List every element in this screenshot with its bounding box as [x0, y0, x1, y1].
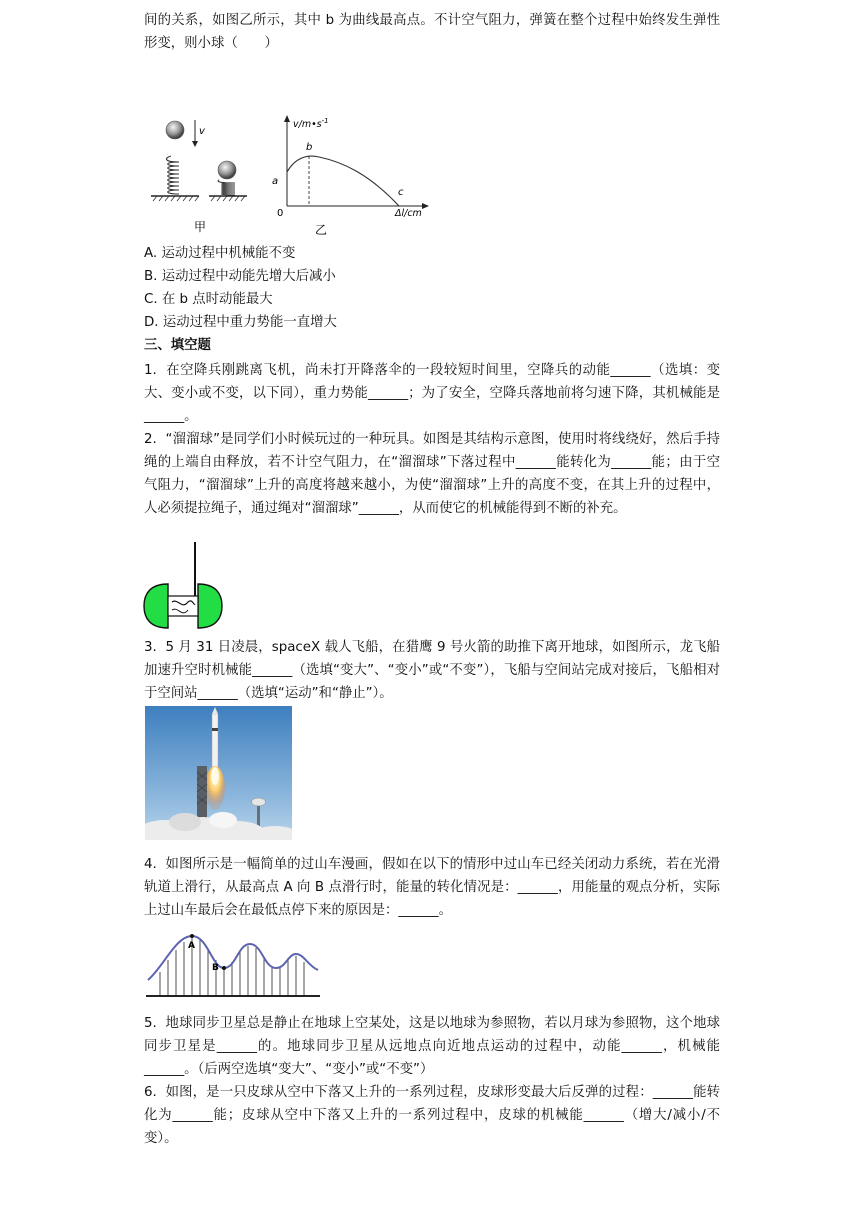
- question-4: 4. 如图所示是一幅简单的过山车漫画，假如在以下的情形中过山车已经关闭动力系统，若在光滑轨道上滑行，从最高点 A 向 B 点滑行时，能量的转化情况是：______，用能量的观点分析，实际上过山车最后会在最低点停下来的原因是：______。: [144, 857, 720, 918]
- option-c: C. 在 b 点时动能最大: [144, 292, 273, 307]
- ball-on-spring: [218, 161, 236, 179]
- point-b-label: B: [212, 963, 219, 973]
- point-b-label: b: [306, 142, 313, 153]
- question-3: 3. 5 月 31 日凌晨，spaceX 载人飞船，在猎鹰 9 号火箭的助推下离开地球，如图所示，龙飞船加速升空时机械能______（选填“变大”、“变小”或“不变”），飞船与空间站完成对接后，飞船相对于空间站______（选填“运动”和“静止”）。: [144, 640, 720, 701]
- point-a-marker: [190, 934, 194, 938]
- label-yi: 乙: [315, 223, 328, 237]
- option-a: A. 运动过程中机械能不变: [144, 246, 296, 261]
- rocket-body: [212, 714, 218, 768]
- option-d: D. 运动过程中重力势能一直增大: [144, 315, 337, 330]
- yoyo-right-disc: [198, 584, 222, 628]
- section-title: 三、填空题: [144, 338, 211, 353]
- coaster-track: [148, 936, 318, 980]
- point-a-label: a: [272, 176, 279, 187]
- point-a-label: A: [188, 941, 195, 951]
- figure-roller-coaster: [146, 926, 320, 1000]
- spring-compressed: [218, 180, 235, 195]
- coaster-supports: [160, 938, 304, 996]
- point-c-label: c: [398, 187, 404, 198]
- question-5: 5. 地球同步卫星总是静止在地球上空某处，这是以地球为参照物，若以月球为参照物，这个地球同步卫星是______的。地球同步卫星从远地点向近地点运动的过程中，动能______，机械能______。（后两空选填“变大”、“变小”或“不变”）: [144, 1016, 720, 1077]
- figure-yoyo: [142, 540, 224, 632]
- water-tower: [252, 798, 266, 806]
- launch-tower: [197, 766, 207, 826]
- v-dl-graph: [272, 115, 429, 237]
- figure-rocket-photo: [145, 706, 292, 840]
- question-intro-text: 间的关系，如图乙所示，其中 b 为曲线最高点。不计空气阻力，弹簧在整个过程中始终发生弹性形变，则小球（ ）: [144, 13, 720, 51]
- spring-uncompressed: [166, 156, 179, 194]
- point-b-marker: [222, 966, 226, 970]
- option-b: B. 运动过程中动能先增大后减小: [144, 269, 336, 284]
- x-axis-label: Δl/cm: [395, 208, 422, 219]
- falling-ball: [166, 121, 184, 139]
- label-jia: 甲: [194, 220, 207, 234]
- figure-spring-graph: [143, 114, 443, 239]
- question-2: 2. “溜溜球”是同学们小时候玩过的一种玩具。如图是其结构示意图，使用时将线绕好，然后手持绳的上端自由释放，若不计空气阻力，在“溜溜球”下落过程中______能转化为______能；由于空气阻力，“溜溜球”上升的高度将越来越小，为使“溜溜球”上升的高度不变，在其上升的过程中，人必须提拉绳子，通过绳对“溜溜球”______，从而使它的机械能得到不断的补充。: [144, 432, 720, 516]
- velocity-curve: [287, 156, 399, 206]
- y-axis-label: $v/m•s^{-1}$: [293, 117, 329, 130]
- label-v: v: [199, 126, 205, 137]
- origin-label: 0: [277, 208, 284, 219]
- question-6: 6. 如图，是一只皮球从空中下落又上升的一系列过程，皮球形变最大后反弹的过程：______能转化为______能；皮球从空中下落又上升的一系列过程中，皮球的机械能______（增大/减小/不变）。: [144, 1085, 720, 1146]
- question-1: 1. 在空降兵刚跳离飞机，尚未打开降落伞的一段较短时间里，空降兵的动能______（选填：变大、变小或不变，以下同），重力势能______；为了安全，空降兵落地前将匀速下降，其机械能是______。: [144, 363, 720, 424]
- yoyo-left-disc: [144, 584, 168, 628]
